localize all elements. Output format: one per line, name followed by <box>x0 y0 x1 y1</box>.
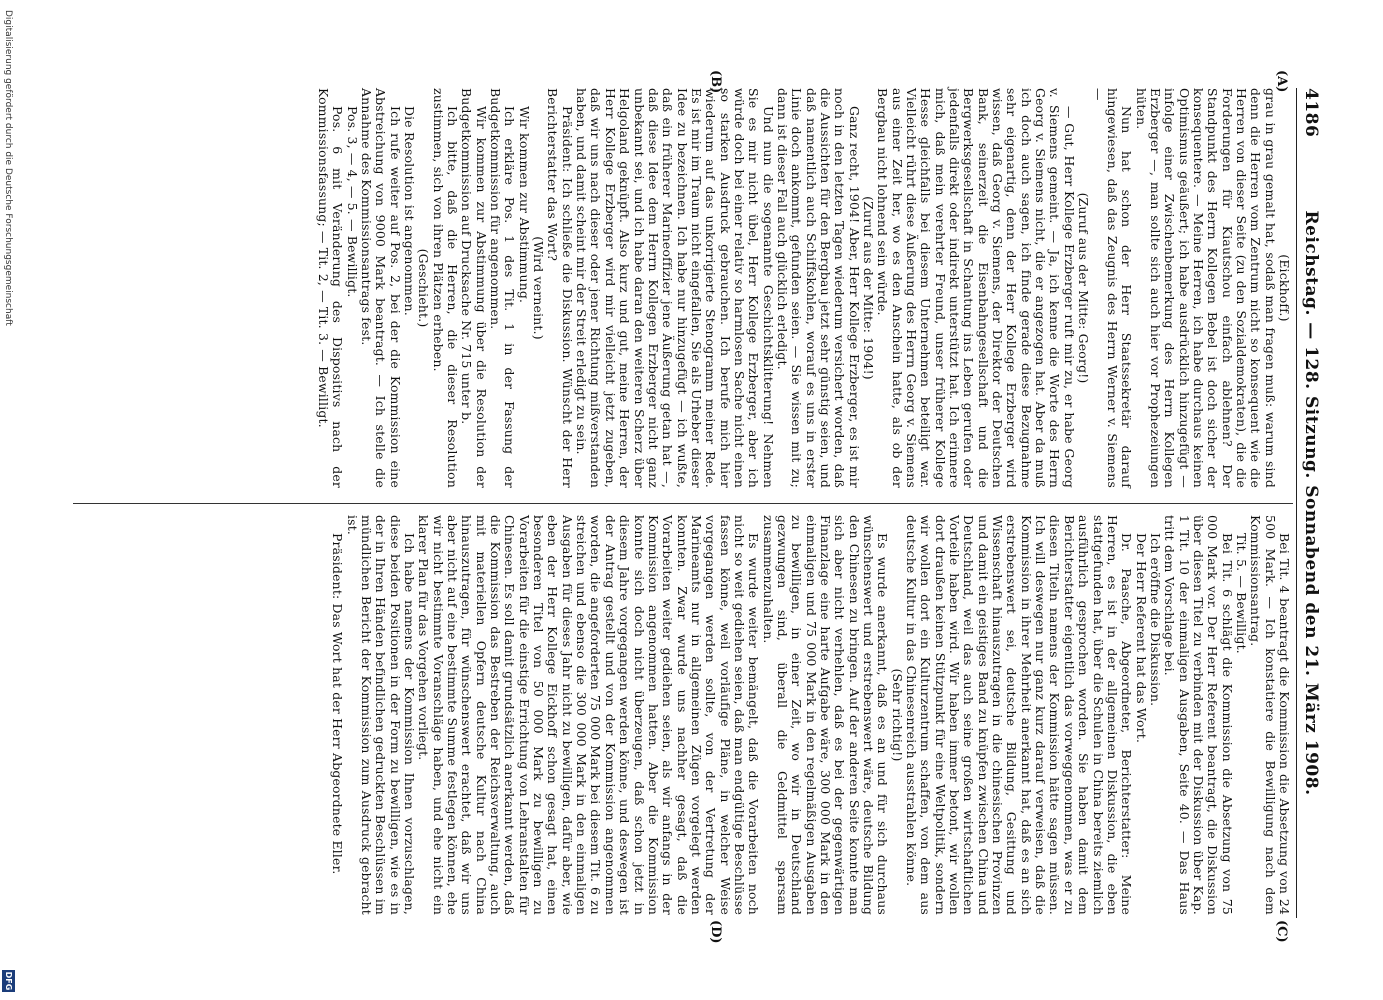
paragraph: Ich bitte, daß die Herren, die dieser Resolution zustimmen, sich von ihren Plätzen erheben. <box>430 88 461 488</box>
interjection: (Zuruf aus der Mitte: Georg!) <box>1076 192 1092 384</box>
paragraph: Wir kommen zur Abstimmung über die Resolution der Budgetkommission auf Drucksache Nr. 715 unter b. <box>459 88 489 488</box>
running-title: Reichstag. — 128. Sitzung. Sonnabend den 21. März 1908. <box>1301 210 1321 796</box>
paragraph: Ich eröffne die Diskussion. <box>1147 533 1163 707</box>
dfg-logo: DFG <box>4 971 13 991</box>
paragraph: Es wurde weiter bemängelt, daß die Vorarbeiten noch nicht so weit gediehen seien, daß man endgültige Beschlüsse fassen könne, weil vorläufige Pläne, in welcher Weise vorgegangen werden sollte, von der Vertretung der Marineamts nur in allgemeinen Zügen vorgelegt werden konnten. Zwar wurde uns nachher gesagt, daß die Vorarbeiten weiter gediehen seien, als wir anfangs in der Kommission angenommen hatten. Aber die Kommission konnte sich doch nicht überzeugen, daß schon jetzt in diesem Jahre vorgegangen werden könne, und deswegen ist der Antrag gestellt und von der Kommission angenommen worden, die angeforderten 75 000 Mark bei diesem Tit. 6 zu streichen und ebenso die 300 000 Mark in den einmaligen Ausgaben für dieses Jahr nicht zu bewilligen, dafür aber, wie eben der Herr Kollege Eickhoff schon gesagt hat, einen besonderen Titel von 50 000 Mark zu bewilligen zu Vorarbeiten für die einstige Errichtung von Lehranstalten für Chinesen. Es soll damit grundsätzlich anerkannt werden, daß die Kommission das Bestreben der Reichsverwaltung, auch mit materiellen Opfern deutsche Kultur nach China hinauszutragen, für wünschenswert erachtet, daß wir uns aber nicht auf eine bestimmte Summe festlegen können, ehe wir nicht bestimmte Voranschläge haben, und ehe nicht ein klarer Plan für das Vorgehen vorliegt. <box>416 515 762 915</box>
paragraph: Und nun die sogenannte Geschichtsklitterung! Nehmen Sie es mir nicht übel, Herr Kollege Erzberger, aber ich würde doch bei einer relativ so harmlosen Sache nicht einen so starken Ausdruck gebrauchen. Ich berufe mich hier wiederum auf das unkorrigierte Stenogramm meiner Rede. Es ist mir im Traum nicht eingefallen, Sie als Urheber dieser Idee zu bezeichnen. Ich habe nur hinzugefügt — ich wußte, daß ein früherer Marineoffizier jene Äußerung getan hat —, daß diese Idee dem Herrn Kollegen Erzberger nicht ganz unbekannt sei, und ich habe daran den weiteren Scherz über Helgoland geknüpft. Also kurz und gut, meine Herren, der Herr Kollege Erzberger wird mir vielleicht jetzt zugeben, daß wir uns nach dieser oder jener Richtung mißverstanden haben, und damit scheint mir der Streit erledigt zu sein. <box>574 88 776 488</box>
header-rule <box>1296 88 1297 918</box>
paragraph: Ich habe namens der Kommission Ihnen vorzuschlagen, diese beiden Positionen in der Form zu bewilligen, wie es in der in Ihren Händen befindlichen gedruckten Beschlüssen im mündlichen Bericht der Kommission zum Ausdruck gebracht ist. <box>344 515 418 915</box>
interjection: (Sehr richtig!) <box>889 668 905 762</box>
paragraph: Bei Tit. 6 schlägt die Kommission die Absetzung von 75 000 Mark vor. Der Herr Referent beantragt, die Diskussion über diesen Titel zu verbinden mit der Diskussion über Kap. 1 Tit. 10 der einmaligen Ausgaben, Seite 40. — Das Haus tritt dem Vorschlage bei. <box>1162 515 1235 915</box>
margin-mark-a: (A) <box>1274 70 1289 93</box>
page-header <box>1295 88 1321 918</box>
interjection: (Wird verneint.) <box>531 236 547 340</box>
credit-text: Digitalisierung gefördert durch die Deutsche Forschungsgemeinschaft <box>3 10 13 326</box>
margin-mark-c: (C) <box>1274 920 1289 943</box>
paragraph: Pos. 3, — 4, — 5. — Bewilligt. <box>344 106 360 298</box>
interjection: (Geschieht.) <box>416 248 432 328</box>
paragraph: Pos. 6 mit Veränderung des Dispositivs nach der Kommissionsfassung; — Tit. 2, — Tit. 3. — Bewilligt. <box>315 88 346 488</box>
speaker-tag: (Eickhoff.) <box>1277 254 1292 322</box>
president-statement: Präsident: Ich schließe die Diskussion. Wünscht der Herr Berichterstatter das Wort? <box>545 88 575 488</box>
margin-mark-b: (B) <box>708 70 723 94</box>
paragraph: Tit. 5. — Bewilligt. <box>1233 533 1249 654</box>
paragraph: Der Herr Referent hat das Wort. <box>1133 533 1149 744</box>
speaker-paragraph: Dr. Paasche, Abgeordneter, Berichterstatter: Meine Herren, es ist in der allgemeinen Diskussion, die eben stattgefunden hat, über die Schulen in China bereits ziemlich ausführlich gesprochen worden. Sie haben damit dem Berichterstatter eigentlich das vorweggenommen, was er zu diesen Titeln namens der Kommission hätte sagen müssen. Ich will deswegen nur ganz kurz darauf verweisen, daß die Kommission in ihrer Mehrheit anerkannt hat, daß es an sich erstrebenswert sei, deutsche Bildung, Gesittung und Wissenschaft hinauszutragen in die chinesischen Provinzen und damit ein geistiges Band zu knüpfen zwischen China und Deutschland, weil das auch seine großen wirtschaftlichen Vorteile haben wird. Wir haben immer betont, wir wollen dort draußen keinen Stützpunkt für eine Weltpolitik, sondern wir wollen dort ein Kulturzentrum schaffen, von dem aus deutsche Kultur in das Chinesenreich ausstrahlen könne. <box>904 515 1135 915</box>
paragraph: grau in grau gemalt hat, sodaß man fragen muß: warum sind denn die Herren vom Zentrum nicht so konsequent wie die Herren von dieser Seite (zu den Sozialdemokraten), die die Forderungen für Kiautschou einfach ablehnen? Der Standpunkt des Herrn Kollegen Bebel ist doch sicher der konsequentere. — Meine Herren, ich habe durchaus keinen Optimismus geäußert; ich habe ausdrücklich hinzugefügt — infolge einer Zwischenbemerkung des Herrn Kollegen Erzberger —, man sollte sich auch hier vor Prophezeiungen hüten. <box>1133 88 1278 488</box>
paragraph: Ich erkläre Pos. 1 des Tit. 1 in der Fassung der Budgetkommission für angenommen. <box>488 88 518 488</box>
paragraph: Es wurde anerkannt, daß es an und für sich durchaus wünschenswert und erstrebenswert wäre, deutsche Bildung den Chinesen zu bringen. Auf der anderen Seite konnte man sich aber nicht verhehlen, daß es bei der gegenwärtigen Finanzlage eine harte Aufgabe wäre, 300 000 Mark in den einmaligen und 75 000 Mark in den regelmäßigen Ausgaben zu bewilligen, in einer Zeit, wo wir in Deutschland gezwungen sind, überall die Geldmittel sparsam zusammenzuhalten. <box>760 515 891 915</box>
column-rule <box>73 503 1293 504</box>
page-number: 4186 <box>1301 88 1321 138</box>
paragraph: Die Resolution ist angenommen. <box>402 106 418 316</box>
president-statement: Präsident: Das Wort hat der Herr Abgeordnete Eller. <box>330 533 346 875</box>
right-column <box>330 515 1291 915</box>
left-column <box>316 88 1291 488</box>
margin-mark-d: (D) <box>708 920 723 944</box>
paragraph: Wir kommen zur Abstimmung. <box>516 106 532 304</box>
paragraph: Ich rufe weiter auf Pos. 2, bei der die Kommission eine Abstreichung von 9000 Mark beantragt. — Ich stelle die Annahme des Kommissionsantrags fest. <box>359 88 403 488</box>
interjection: (Zuruf aus der Mitte: 1904!) <box>861 196 877 380</box>
paragraph: Ganz recht, 1904! Aber, Herr Kollege Erzberger, es ist mir noch in den letzten Tagen wiederum versichert worden, daß die Aussichten für den Bergbau jetzt sehr günstig seien, und daß namentlich auch Schiffskohlen, worauf es uns in erster Linie doch ankommt, gefunden seien. — Sie wissen mit zu; dann ist dieser Fall auch glücklich erledigt. <box>774 88 862 488</box>
paragraph: — Gut, Herr Kollege Erzberger ruft mir zu, er habe Georg v. Siemens gemeint. — Ja, ich kenne die Worte des Herrn Georg v. Siemens nicht, die er angezogen hat. Aber da muß ich doch auch sagen, ich finde gerade diese Bezugnahme sehr eigenartig, denn der Herr Kollege Erzberger wird wissen, daß Georg v. Siemens, der Direktor der Deutschen Bank, seinerzeit die Eisenbahngesellschaft und die Bergwerksgesellschaft in Schantung ins Leben gerufen oder jedenfalls direkt oder indirekt unterstützt hat. Ich erinnere mich, daß mein verehrter Freund, unser früherer Kollege Hesse gleichfalls bei diesem Unternehmen beteiligt war. Vielleicht rührt diese Äußerung des Herrn Georg v. Siemens aus einer Zeit her, wo es den Anschein hatte, als ob der Bergbau nicht lohnend sein würde. <box>875 88 1077 488</box>
paragraph: Nun hat schon der Herr Staatssekretär darauf hingewiesen, daß das Zeugnis des Herrn Werner v. Siemens — <box>1090 88 1135 488</box>
paragraph: Bei Tit. 4 beantragt die Kommission die Absetzung von 24 500 Mark. — Ich konstatiere die Bewilligung nach dem Kommissionsantrag. <box>1248 515 1292 915</box>
